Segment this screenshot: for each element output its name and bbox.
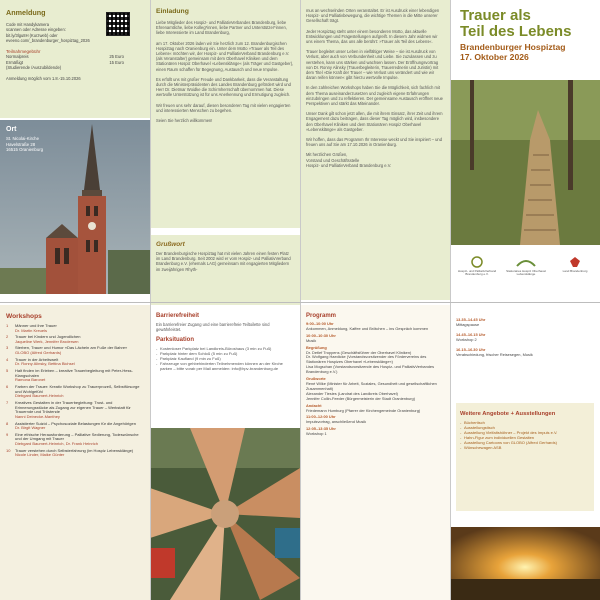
registration-line: bit.ly/3lgu8H (Kurzweb) oder [6,32,58,38]
cover-title-line: Trauer als [460,7,531,24]
greeting-paragraph: Trauer begleitet unser Leben in vielfältiger Weise – sie ist Ausdruck von Verlust, aber auch von Verbundenheit und Liebe. Sie zuzulassen und zu verstehen, kann uns stärken und wachsen lassen. Der Eröffnungsvortrag von Dr. Ronny Alinsky (Trauerbegleiterin, Trauerrednerin und Juristin) mit dem Titel »Die Kraft der Trauer – wie Verlust uns verändert und wie wir daran reifen können« gibt hierzu wertvolle Impulse. [306,49,439,81]
offer-item: - Ausstellung Vielfaltshöhner – Projekt des Impuls e.V. [460,430,590,435]
greeting-title: Grußwort [156,241,185,248]
workshops-panel [0,305,150,600]
parking-list [156,346,294,371]
greeting-text: Der Brandenburgische Hospiztag hat mit vielen Jahren einen festen Platz im Land Brandenburg. Seit 2002 wird er vom Hospiz- und PalliativVerband Brandenburg e.V. (ehemals LAG) gemeinsam mit engagierten Mitgliedern im zweijährigen Rhyth- [156,251,291,272]
invitation-paragraph: Es erfüllt uns mit großer Freude und Dankbarkeit, dass die Veranstaltung durch die Ministerpräsidenten des Landes Brandenburg gefördert wird und Herr Dr. Dietmar Woidke die Schirmherrschaft übernommen hat. Diese wertvolle Unterstützung ist für uns Anerkennung und Ermutigung zugleich. [156,76,291,98]
workshop-number: 9 [6,431,9,437]
workshop-body [15,346,127,356]
workshop-speaker: Nicole Linder, Maike Günter [15,452,65,458]
workshop-item [6,422,144,432]
fee-value: 25 Euro [109,54,124,60]
greeting-panel [150,235,300,305]
schedule-description: Workshop 2 [456,336,477,342]
workshop-title: Männer und ihre Trauer [15,323,57,328]
invitation-paragraph: am 17. Oktober 2026 laden wir Sie herzlich zum 12. Brandenburgischen Hospiztag nach Oranienburg ein. Unter dem Motto »Trauer als Teil des Lebens« möchten wir, der Hospiz- und PalliativVerband Brandenburg e.V. (als Veranstalter) gemeinsam mit dem Oberhavel Kliniken und dem Stationären Hospiz Oberhavel »Lebensklänge« (als Träger und Gastgeber), einen Raum schaffen für Begegnung, Austausch und neue Impulse. [156,40,294,72]
hospice-logo-icon [505,256,547,268]
workshop-item [6,346,144,356]
program-description: Impulsvortrag, anschließend Musik [306,419,367,425]
cover-subtitle [460,42,566,62]
program-description: Workshop 1 [306,431,327,437]
workshop-number: 10 [6,447,11,453]
workshop-speaker: Ramona Baronet [15,377,46,383]
cover-subtitle-line: Brandenburger Hospiztag [460,42,566,52]
workshop-body [15,422,136,432]
program-list [306,322,444,437]
workshop-speaker: GLOBO (Alfred Gerhards) [15,350,62,356]
schedule-time: 14.45–16.15 Uhr [456,331,486,337]
workshop-body [15,335,80,345]
workshop-number: 2 [6,334,9,340]
venue-address-line: 16515 Oranienburg [6,147,44,153]
workshop-number: 7 [6,399,9,405]
hpv-logo-icon [456,256,498,268]
registration-title: Anmeldung [6,8,46,17]
registration-line: scannen oder Adresse eingeben: [6,27,66,33]
fold-line [150,0,151,600]
fee-title: Teilnahmegebühr [6,49,41,55]
workshop-item [6,358,144,368]
program-description: Ankommen, Anmeldung, Kaffee und Brötchen – ins Gespräch kommen [306,325,429,331]
parking-item: - Kostenloser Parkplatz bei Landkreis-Büroshaus (3 min zu Fuß) [156,346,294,351]
workshop-title: Sterben, Trauer und Humor »Das Lächeln am Fuße der Bahre« [15,345,128,351]
fee-value: 15 Euro [109,59,124,65]
schedule-description: Mittagspause [456,321,480,327]
accessibility-panel [150,305,300,425]
workshop-number: 3 [6,345,9,351]
venue-panel [0,120,150,294]
fold-line [0,302,600,303]
invitation-panel [150,0,300,228]
workshop-speaker: Nanni Deinecke-Manthey [15,414,60,420]
greeting-continued-panel [300,0,450,300]
workshop-body [15,433,144,447]
workshop-title: Farben der Trauer: Kreativ Workshop zu Trauerprozeß, Selbstfürsorge und Wohlgefühl [15,383,140,394]
venue-address-line: Havelstraße 28 [6,141,36,147]
workshop-item [6,433,144,447]
workshop-speaker: Jaqueline Werk, Jennifer Brodersen [15,338,79,344]
greeting-paragraph: Unser Dank gilt schon jetzt allen, die mit ihrem Einsatz, ihrer Zeit und ihrem Engagement dazu beitragen, dass dieser Tag möglich wird, insbesondere den Oberhavel Kliniken und dem Stationären Hospiz Oberhavel »Lebensklänge« als Gastgeber. [306,111,443,132]
venue-title: Ort [6,126,17,133]
invitation-paragraph: Liebe Mitglieder des Hospiz- und PalliativVerbandes Brandenburg, liebe Ehrenamtliche, liebe Kolleg*innen, liebe Partner und Unterstützer*innen, liebe Interessierte im Land Brandenburg, [156,20,287,36]
offers-list [460,420,590,450]
program-time: 10:00–10:30 Uhr [306,332,336,338]
workshop-title: Trauer bei Kindern und Jugendlichen [15,334,81,340]
program-time: Begrüßung [306,344,327,350]
workshop-number: 4 [6,356,9,362]
cover-date: 17. Oktober 2026 [460,52,529,62]
workshop-item [6,449,144,459]
workshop-title: Eine ethische Herausforderung – Palliative Sedierung, Todeswünsche und der Umgang mit Trauer [15,431,139,442]
invitation-title: Einladung [156,8,189,15]
workshops-title: Workshops [6,313,42,320]
sunset-photo [450,527,600,600]
eagle-logo-icon [554,256,596,268]
logo-row [456,256,596,277]
workshop-body [15,358,75,368]
workshop-speaker: Dr. Martin Kreuels [15,327,48,333]
workshop-body [15,369,144,383]
workshop-number: 8 [6,420,9,426]
program-description: Dr. Detlef Troppens (Geschäftsführer der Oberhavel Kliniken) Dr. Wolfgang Haedicke (Vorstandsvorsitzender des Fördervereins des Stationären Hospizes Oberhavel »Lebensklänge«) Lisa Mogschan (Vorstandsvorsitzende des Hospiz- und PalliativVerbandes Brandenburg e.V.) [306,349,435,375]
workshop-body [15,385,144,399]
afternoon-schedule [456,318,594,357]
program-panel [300,305,450,600]
registration-deadline: Anmeldung möglich vom 1.8.-15.10.2026 [6,76,81,82]
accessibility-text: Ein barrierefreier Zugang und eine barrierefreie Teiltoilette sind gewährleistet. [156,322,270,333]
workshop-title: Trauer in der Arbeitswelt [15,356,59,362]
fold-line [450,0,451,600]
greeting-signature: Mit herzlichen Grüßen, Vorstand und Geschäftsstelle Hospiz- und PalliativVerband Brandenburg e.V. [306,152,392,168]
workshop-speaker: Dr. Birgit Wagner [15,425,46,431]
venue-address-line: St. Nicolai-Kirche [6,136,39,141]
cover-title-line: Teil des Lebens [460,23,572,40]
offer-item: - Ausstellungstisch [460,425,590,430]
program-time: 11:00–12:00 Uhr [306,414,336,420]
workshop-item [6,385,144,399]
workshop-item [6,324,144,334]
logo-label: Stationäres Hospiz Oberhavel Lebensklänge [506,269,546,277]
workshop-title: Kreatives Gestalten in der Trauerbegleitung: Trost- und Erinnerungsstücke als Zugang zur eigenen Trauer – Werkstatt für Trauernde und Tröstende [15,399,131,415]
workshop-title: Halt finden im Erleben – kreative Trauerbegleitung mit Peter-Hess-Klangschalen [15,367,133,378]
workshop-body [15,449,133,459]
workshop-title: Assistierter Suizid – Psychosoziale Belastungen für die Angehörigen [15,420,136,426]
offer-item: - Ausstellung Cartoons von GLOBO (Alfred Gerhards) [460,440,590,445]
fee-label: Normalpreis [6,54,29,60]
logo-hospice [505,256,547,277]
program-time: Andacht [306,402,322,408]
workshop-speaker: Diebgard Baumert-Heinrich [15,393,64,399]
workshop-item [6,335,144,345]
logo-label: Hospiz- und PalliativVerband Brandenburg e.V. [457,269,497,277]
schedule-description: Verabschiedung, frischer Reisesegen, Musik [456,351,533,357]
program-description: Musik [306,337,317,343]
offer-item: - Hahn-Figur zum individuellen Gestalten [460,435,590,440]
program-time: Grußworte [306,376,326,382]
offer-item: - Büchertisch [460,420,590,425]
greeting-paragraph: mus an wechselnden Orten veranstaltet. Er ist Ausdruck einer lebendigen Hospiz- und Palliativbewegung, die wichtige Themen in die Mitte unserer Gesellschaft trägt. [306,8,440,24]
workshop-speaker: Dr. Ronny Alinsky, Bettina Bichsel [15,361,75,367]
schedule-time: 13.35–14.45 Uhr [456,317,486,322]
fold-line [300,0,301,600]
greeting-paragraph: Jeder Hospiztag steht unter einem besonderen Motto, das aktuelle Entwicklungen und Fragestellungen aufgreift. In diesem Jahr widmen wir uns einem Thema, das uns alle berührt: »Trauer als Teil des Lebens«. [306,28,438,45]
greeting-paragraph: In den zahlreichen Workshops haben Sie die Möglichkeit, sich fachlich mit dem Thema auseinanderzusetzen und zugleich eigene Erfahrungen einzubringen und zu reflektieren. Der gemeinsame Austausch eröffnet neue Perspektiven und stärkt das Miteinander. [306,85,443,107]
qr-code-icon[interactable] [106,12,130,36]
accessibility-title: Barrierefreiheit [156,313,200,319]
logo-label: Land Brandenburg [562,269,588,273]
registration-panel [0,0,150,118]
workshop-body [15,324,57,334]
workshop-number: 6 [6,383,9,389]
registration-link[interactable]: eveeno.com/_brandenburger_hospiztag_2026 [6,37,90,43]
logo-hpv [456,256,498,277]
workshop-speaker: Diebgard Baumert-Heinrich, Dr. Frank Heinrich [15,441,98,447]
fee-label: (Studierende /Auszubildende) [6,65,62,70]
invitation-paragraph: Seien Sie herzlich willkommen! [156,118,213,124]
venue-address [6,136,43,153]
workshop-item [6,369,144,383]
offers-title: Weitere Angebote + Ausstellungen [460,411,556,417]
workshop-list [6,324,144,458]
program-description: Friedemann Humburg (Pfarrer der Kirchengemeinde Oranienburg) [306,407,421,413]
workshop-title: Trauer verstehen durch Selbsterfahrung (im Hospiz Lebensklänge) [15,447,134,453]
workshop-item [6,401,144,420]
fee-row [6,65,124,70]
cover-panel [450,0,600,300]
fee-label: Ermäßigt [6,59,23,65]
workshop-number: 1 [6,323,9,328]
parking-item: - Parkplatz Kaufland (9 min zu Fuß) [156,356,294,361]
program-title: Programm [306,313,337,319]
parking-title: Parksituation [156,337,195,344]
program-description: René Wilke (Minister für Arbeit, Soziales, Gesundheit und gesellschaftlichen Zusammenhalt) Alexander Tiesies (Landrat des Landkreis Oberhavel) Jennifer Collin-Feeder (Bürgermeisterin der Stadt Oranienburg) [306,380,437,401]
offer-item: - Wünschewagen ASB [460,445,590,450]
offers-box [456,403,594,511]
parking-item: - Fahrzeuge von gehbehinderten Teilnehmenden können an der Kirche parken – bitte vorab per Mail anmelden: info@hpv-brandenburg.de [156,361,294,371]
invitation-paragraph: Wir freuen uns sehr darauf, diesen besonderen Tag mit vielen engagierten und interessierten Menschen zu begehen. [156,102,291,113]
schedule-time: 16.15–16.30 Uhr [456,346,486,352]
program-time: 9:00–10:00 Uhr [306,321,334,326]
parking-item: - Parkplatz hinter dem Schloß (5 min zu Fuß) [156,351,294,356]
workshop-body [15,401,144,420]
registration-line: Code mit Handykamera [6,22,50,27]
greeting-paragraph: Wir hoffen, dass das Programm Ihr Interesse weckt und Sie inspiriert – und freuen uns auf Sie am 17.10.2026 in Oranienburg. [306,137,442,148]
program-time: 12:05–13:35 Uhr [306,426,336,432]
cover-title [460,8,571,40]
hands-photo [150,428,300,600]
logo-state [554,256,596,277]
schedule-panel [450,305,600,600]
workshop-number: 5 [6,367,9,373]
